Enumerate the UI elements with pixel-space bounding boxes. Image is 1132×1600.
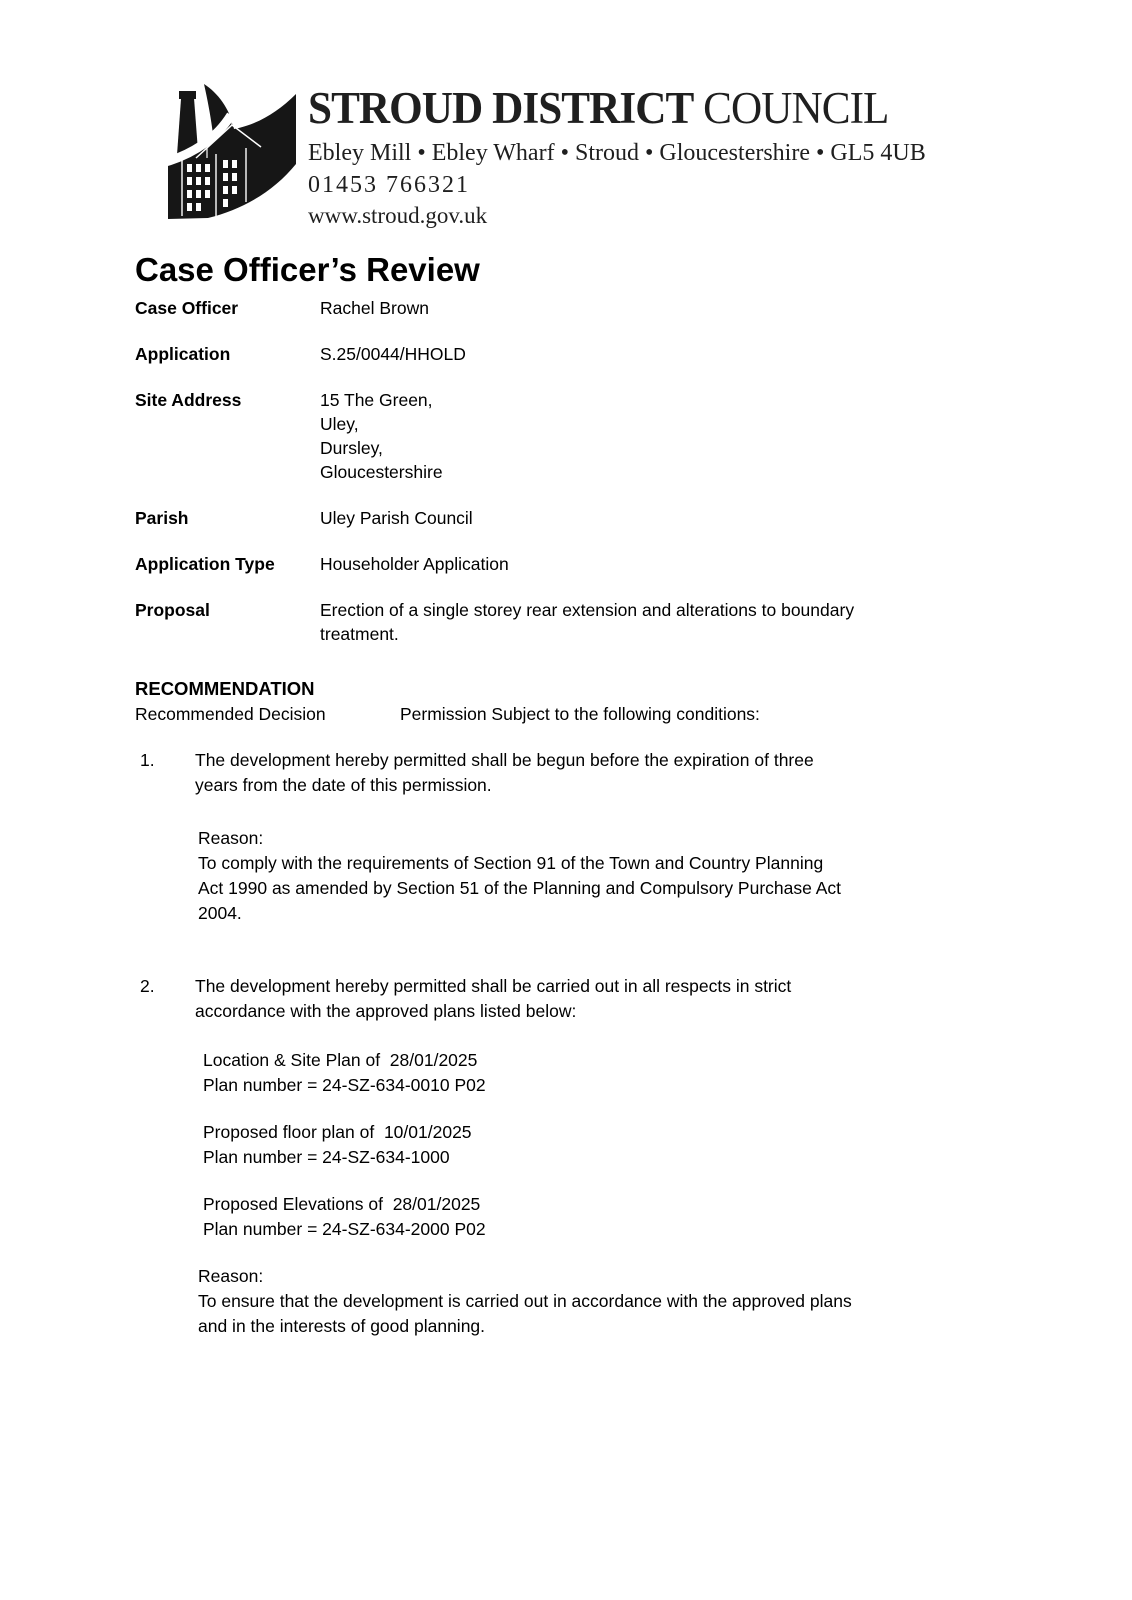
org-name bbox=[308, 83, 901, 133]
plan-title: Proposed Elevations of 28/01/2025 bbox=[203, 1194, 481, 1215]
condition-text-line: years from the date of this permission. bbox=[195, 775, 492, 796]
plan-item bbox=[203, 1192, 852, 1242]
reason-label: Reason: bbox=[198, 1266, 264, 1287]
detail-row-parish bbox=[135, 506, 992, 530]
application-value: S.25/0044/HHOLD bbox=[320, 344, 466, 365]
condition-1-body bbox=[195, 748, 841, 926]
plan-title: Location & Site Plan of 28/01/2025 bbox=[203, 1050, 478, 1071]
reason-text-line: and in the interests of good planning. bbox=[198, 1316, 486, 1337]
recommended-decision-value: Permission Subject to the following conditions: bbox=[400, 704, 760, 725]
site-address-line: Dursley, bbox=[320, 438, 383, 459]
plan-number: Plan number = 24-SZ-634-1000 bbox=[203, 1147, 450, 1168]
site-address-line: Uley, bbox=[320, 414, 359, 435]
condition-text-line: The development hereby permitted shall be carried out in all respects in strict bbox=[195, 976, 792, 997]
application-type-value: Householder Application bbox=[320, 554, 509, 575]
parish-value: Uley Parish Council bbox=[320, 508, 473, 529]
recommended-decision-label: Recommended Decision bbox=[135, 704, 326, 725]
detail-row-site-address bbox=[135, 388, 992, 484]
reason-text-line: 2004. bbox=[198, 903, 242, 924]
condition-2-number: 2. bbox=[140, 976, 155, 997]
reason-text-line: To ensure that the development is carried out in accordance with the approved plans bbox=[198, 1291, 852, 1312]
mill-building-icon bbox=[160, 84, 296, 220]
recommendation-heading: RECOMMENDATION bbox=[135, 678, 315, 700]
condition-1-number: 1. bbox=[140, 750, 155, 771]
site-address-value bbox=[320, 388, 443, 484]
detail-row-case-officer bbox=[135, 296, 992, 320]
reason-text-line: To comply with the requirements of Section 91 of the Town and Country Planning bbox=[198, 853, 824, 874]
org-phone: 01453 766321 bbox=[308, 172, 470, 198]
plan-item bbox=[203, 1048, 852, 1098]
plan-title: Proposed floor plan of 10/01/2025 bbox=[203, 1122, 472, 1143]
page-title: Case Officer’s Review bbox=[135, 251, 480, 288]
condition-1 bbox=[135, 748, 992, 926]
letterhead bbox=[160, 84, 992, 229]
case-officer-label: Case Officer bbox=[135, 298, 239, 319]
reason-text-line: Act 1990 as amended by Section 51 of the Planning and Compulsory Purchase Act bbox=[198, 878, 842, 899]
proposal-value bbox=[320, 598, 854, 646]
detail-row-proposal bbox=[135, 598, 992, 646]
site-address-line: Gloucestershire bbox=[320, 462, 443, 483]
condition-2-reason bbox=[198, 1264, 852, 1339]
site-address-line: 15 The Green, bbox=[320, 390, 433, 411]
parish-label: Parish bbox=[135, 508, 189, 529]
condition-1-reason bbox=[198, 826, 841, 926]
approved-plans-list bbox=[203, 1048, 852, 1242]
condition-2 bbox=[135, 974, 992, 1339]
letterhead-text bbox=[308, 84, 926, 229]
council-logo bbox=[160, 84, 296, 220]
plan-number: Plan number = 24-SZ-634-2000 P02 bbox=[203, 1219, 486, 1240]
org-name-bold: STROUD DISTRICT bbox=[308, 83, 694, 133]
reason-label: Reason: bbox=[198, 828, 264, 849]
plan-number: Plan number = 24-SZ-634-0010 P02 bbox=[203, 1075, 486, 1096]
condition-text-line: accordance with the approved plans listed below: bbox=[195, 1001, 577, 1022]
condition-text-line: The development hereby permitted shall be begun before the expiration of three bbox=[195, 750, 814, 771]
condition-2-body bbox=[195, 974, 852, 1339]
conditions-list bbox=[135, 748, 992, 1339]
application-type-label: Application Type bbox=[135, 554, 275, 575]
condition-2-text bbox=[195, 974, 852, 1024]
details-section bbox=[135, 296, 992, 646]
org-website: www.stroud.gov.uk bbox=[308, 203, 488, 228]
recommended-decision-row bbox=[135, 702, 992, 726]
case-officer-value: Rachel Brown bbox=[320, 298, 429, 319]
proposal-label: Proposal bbox=[135, 600, 210, 621]
proposal-line: Erection of a single storey rear extension and alterations to boundary bbox=[320, 600, 855, 621]
org-name-light: COUNCIL bbox=[703, 83, 889, 133]
detail-row-application-type bbox=[135, 552, 992, 576]
condition-1-text bbox=[195, 748, 841, 798]
org-address: Ebley Mill • Ebley Wharf • Stroud • Gloucestershire • GL5 4UB bbox=[308, 140, 926, 166]
proposal-line: treatment. bbox=[320, 624, 399, 645]
site-address-label: Site Address bbox=[135, 390, 242, 411]
application-label: Application bbox=[135, 344, 231, 365]
plan-item bbox=[203, 1120, 852, 1170]
detail-row-application bbox=[135, 342, 992, 366]
